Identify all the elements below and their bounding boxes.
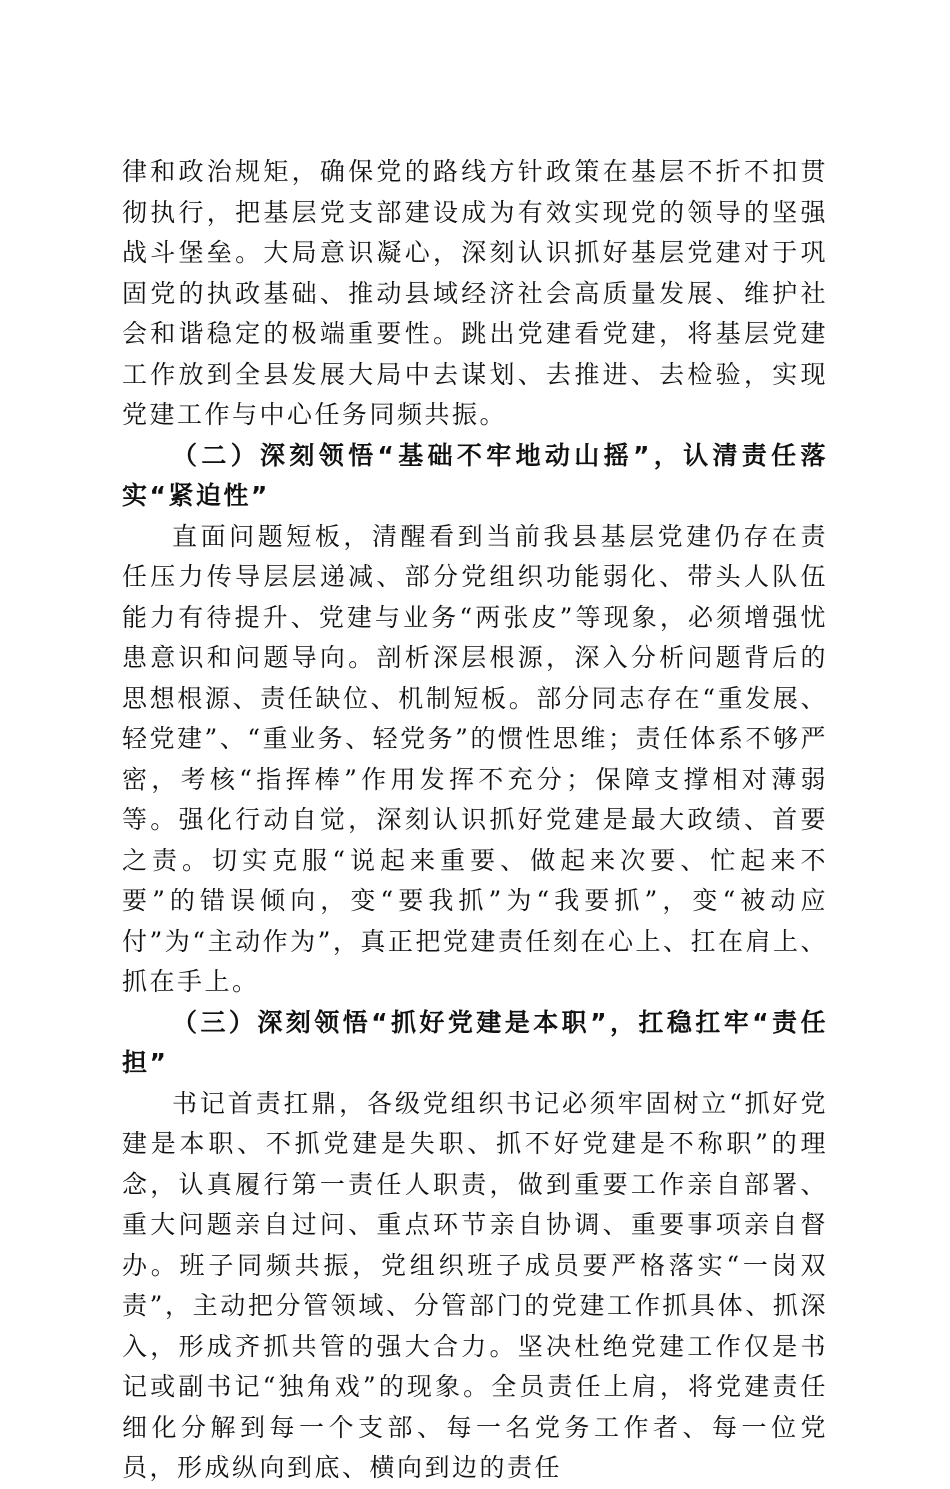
section-heading-3: （三）深刻领悟“抓好党建是本职”，扛稳扛牢“责任担” [122,1007,828,1077]
document-body [122,152,828,1489]
body-paragraph: 书记首责扛鼎，各级党组织书记必须牢固树立“抓好党建是本职、不抓党建是失职、抓不好党建是不称职”的理念，认真履行第一责任人职责，做到重要工作亲自部署、重大问题亲自过问、重点环节亲自协调、重要事项亲自督办。班子同频共振，党组织班子成员要严格落实“一岗双责”，主动把分管领域、分管部门的党建工作抓具体、抓深入，形成齐抓共管的强大合力。坚决杜绝党建工作仅是书记或副书记“独角戏”的现象。全员责任上肩，将党建责任细化分解到每一个支部、每一名党务工作者、每一位党员，形成纵向到底、横向到边的责任 [122,1088,828,1482]
body-paragraph: 直面问题短板，清醒看到当前我县基层党建仍存在责任压力传导层层递减、部分党组织功能弱化、带头人队伍能力有待提升、党建与业务“两张皮”等现象，必须增强忧患意识和问题导向。剖析深层根源，深入分析问题背后的思想根源、责任缺位、机制短板。部分同志存在“重发展、轻党建”、“重业务、轻党务”的惯性思维；责任体系不够严密，考核“指挥棒”作用发挥不充分；保障支撑相对薄弱等。强化行动自觉，深刻认识抓好党建是最大政绩、首要之责。切实克服“说起来重要、做起来次要、忙起来不要”的错误倾向，变“要我抓”为“我要抓”，变“被动应付”为“主动作为”，真正把党建责任刻在心上、扛在肩上、抓在手上。 [122,521,828,996]
body-paragraph-continued: 律和政治规矩，确保党的路线方针政策在基层不折不扣贯彻执行，把基层党支部建设成为有效实现党的领导的坚强战斗堡垒。大局意识凝心，深刻认识抓好基层党建对于巩固党的执政基础、推动县域经济社会高质量发展、维护社会和谐稳定的极端重要性。跳出党建看党建，将基层党建工作放到全县发展大局中去谋划、去推进、去检验，实现党建工作与中心任务同频共振。 [122,157,828,429]
section-heading-2: （二）深刻领悟“基础不牢地动山摇”，认清责任落实“紧迫性” [122,440,828,510]
